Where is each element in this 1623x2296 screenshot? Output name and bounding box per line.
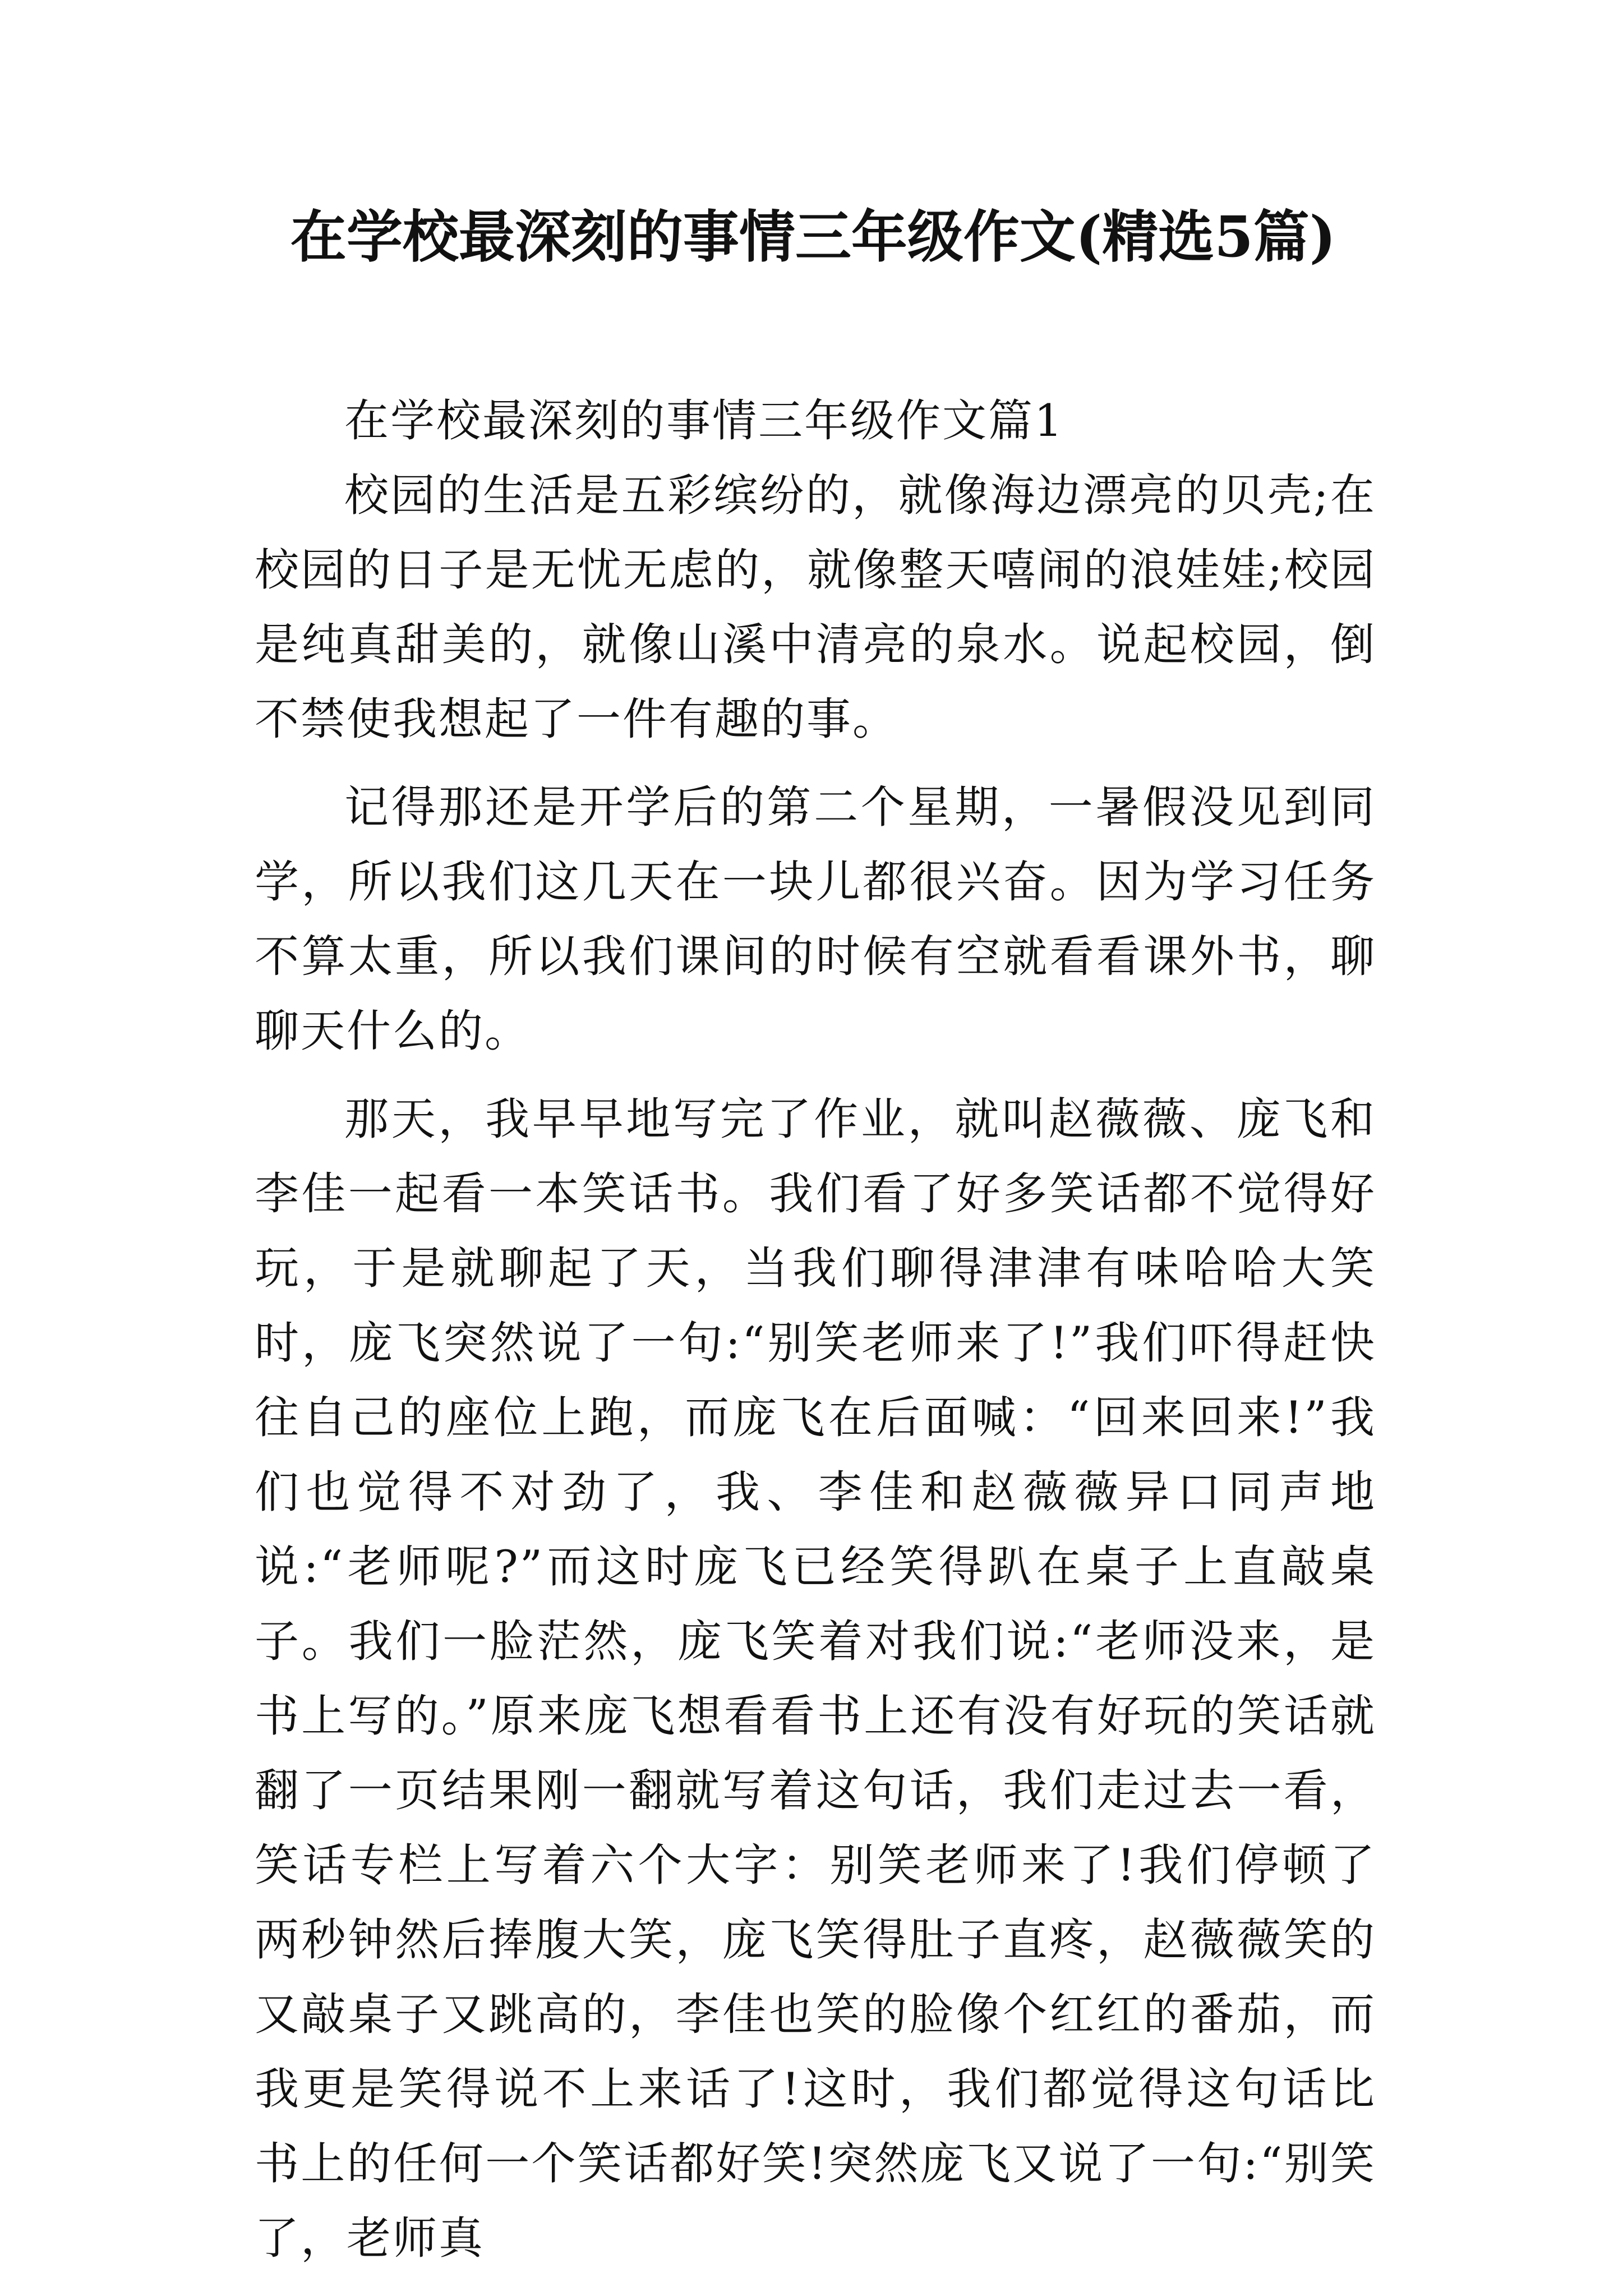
section-heading: 在学校最深刻的事情三年级作文篇1	[344, 395, 1064, 447]
paragraph: 校园的生活是五彩缤纷的，就像海边漂亮的贝壳;在校园的日子是无忧无虑的，就像整天嘻闹的浪娃娃;校园是纯真甜美的，就像山溪中清亮的泉水。说起校园，倒不禁使我想起了一件有趣的事。	[255, 470, 1376, 745]
document-body	[255, 384, 1376, 2276]
paragraph: 那天，我早早地写完了作业，就叫赵薇薇、庞飞和李佳一起看一本笑话书。我们看了好多笑话都不觉得好玩，于是就聊起了天，当我们聊得津津有味哈哈大笑时，庞飞突然说了一句:“别笑老师来了!”我们吓得赶快往自己的座位上跑，而庞飞在后面喊：“回来回来!”我们也觉得不对劲了，我、李佳和赵薇薇异口同声地说:“老师呢?”而这时庞飞已经笑得趴在桌子上直敲桌子。我们一脸茫然，庞飞笑着对我们说:“老师没来，是书上写的。”原来庞飞想看看书上还有没有好玩的笑话就翻了一页结果刚一翻就写着这句话，我们走过去一看，笑话专栏上写着六个大字：别笑老师来了!我们停顿了两秒钟然后捧腹大笑，庞飞笑得肚子直疼，赵薇薇笑的又敲桌子又跳高的，李佳也笑的脸像个红红的番茄，而我更是笑得说不上来话了!这时，我们都觉得这句话比书上的任何一个笑话都好笑!突然庞飞又说了一句:“别笑了，老师真	[255, 1093, 1376, 2264]
document-title: 在学校最深刻的事情三年级作文(精选5篇)	[290, 204, 1336, 270]
paragraph: 记得那还是开学后的第二个星期，一暑假没见到同学，所以我们这几天在一块儿都很兴奋。因为学习任务不算太重，所以我们课间的时候有空就看看课外书，聊聊天什么的。	[255, 781, 1376, 1057]
